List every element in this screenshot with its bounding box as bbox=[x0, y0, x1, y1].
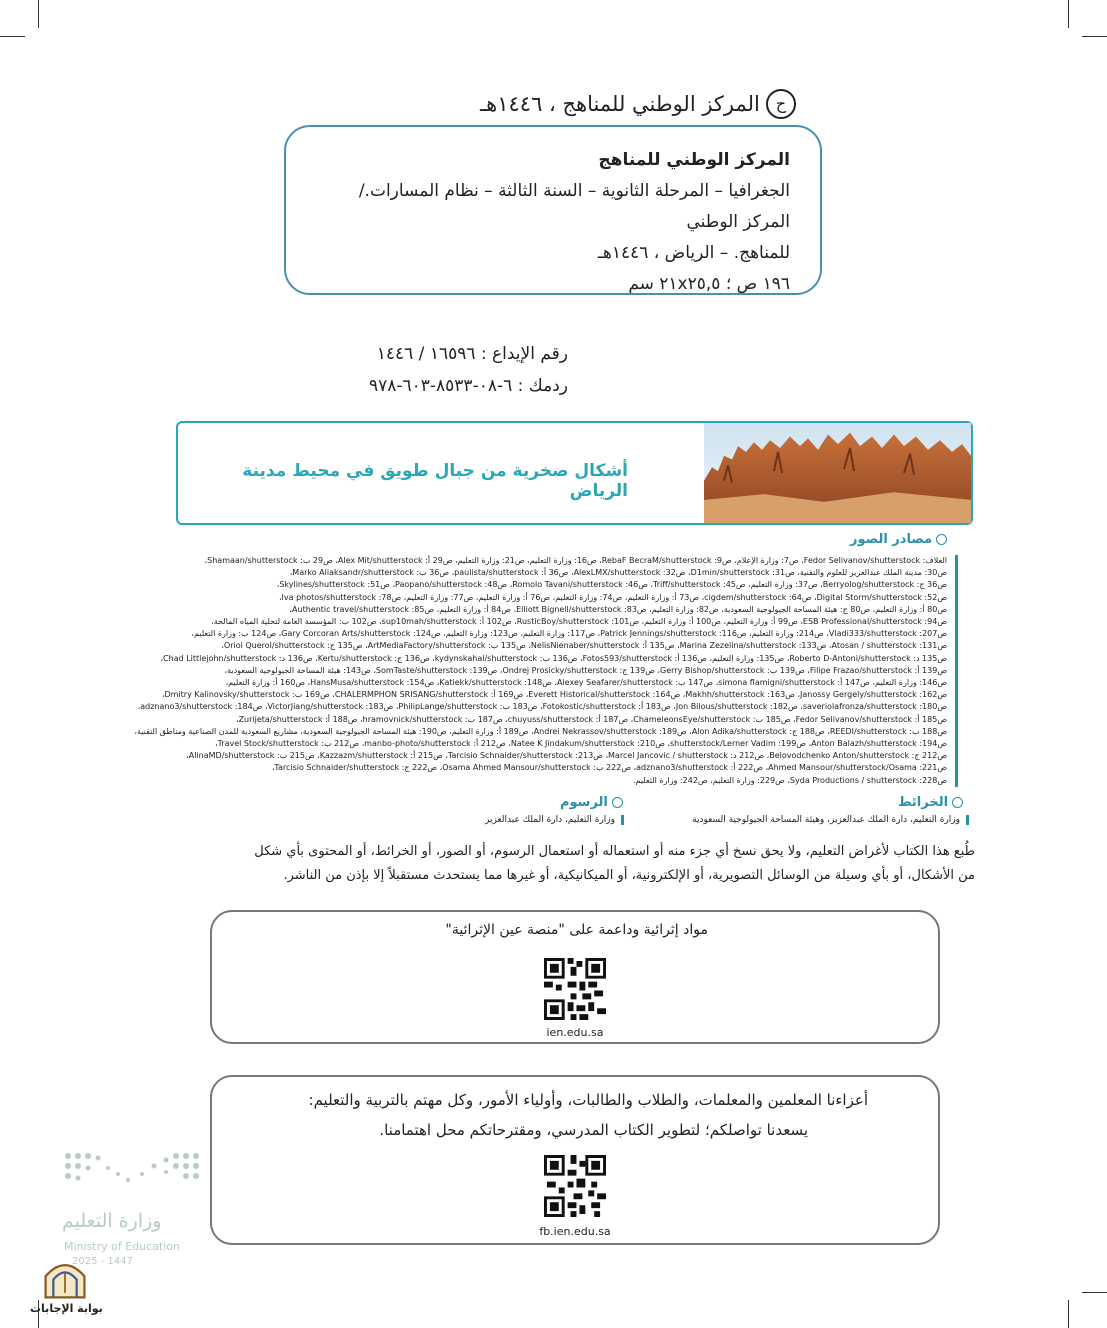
section-bullet-icon bbox=[952, 797, 963, 808]
drawings-credit: وزارة التعليم، دارة الملك عبدالعزيز bbox=[455, 815, 624, 825]
crop-mark bbox=[1082, 36, 1107, 37]
catalog-author: المركز الوطني للمناهج bbox=[598, 150, 790, 170]
section-bullet-icon bbox=[936, 534, 947, 545]
credit-line: ص212 ج: Belovodchenko Anton/shutterstock، ص212 د: Marcel Jancovic / shutterstock، ص213: Tarcisio Schnaider/shutterstock، ص215 أ: Kazzazm/shutterstock، ص215 ب: AlinaMD/shutterstock، bbox=[186, 751, 947, 761]
cover-photo-banner bbox=[176, 421, 973, 525]
credit-line: ص146: وزارة التعليم، ص147 أ: simona flamigni/shutterstock، ص147 ب: Alexey Seafarer/shutterstock، ص148: Katiekk/shutterstock، ص154: HansMusa/shutterstock، ص160 أ: وزارة التعليم، bbox=[225, 678, 947, 688]
ministry-years: 2025 - 1447 bbox=[72, 1256, 133, 1267]
ministry-english-name: Ministry of Education bbox=[64, 1240, 181, 1253]
crop-mark bbox=[1068, 0, 1069, 28]
credit-line: ص221: Ahmed Mansour/shutterstock/Osama، ص222 أ: adznano3/shutterstock، ص222 ب: Osama Ahmed Mansour/shutterstock، ص222 ج: Tarcisio Schnaider/shutterstock، bbox=[271, 763, 947, 773]
credit-line: ص80 أ: وزارة التعليم، ص80 ج: هيئة المساحة الجيولوجية السعودية، ص82: وزارة التعليم، ص83: Elliott Bignell/shutterstock، ص84 أ: وزارة التعليم، ص85: Authentic travel/shutterstock، bbox=[289, 604, 947, 614]
credit-line: ص185 أ: Fedor Selivanov/shutterstock، ص185 ب: ChameleonsEye/shutterstock، ص187 أ: chuyuss/shutterstock، ص187 ب: hramovnick/shutterstock، ص188 أ: Zurijeta/shutterstock، bbox=[235, 714, 947, 724]
feedback-box bbox=[210, 1075, 940, 1245]
copyright-line bbox=[480, 84, 810, 124]
catalog-physical: ١٩٦ ص ؛ ٢١x٢٥,٥ سم bbox=[628, 274, 790, 294]
rights-notice bbox=[180, 840, 975, 888]
credit-line: ص30: مدينة الملك عبدالعزيز للعلوم والتقنية، ص31: D1min/shutterstock، ص32: AlexLMX/shutterstock، ص36 أ: paulista/shutterstock، ص36 ب: Marko Aliaksandr/shutterstock، bbox=[289, 568, 947, 578]
copyright-text: المركز الوطني للمناهج ، ١٤٤٦هـ bbox=[480, 92, 760, 116]
credit-line: ص194: Anton Balazh/shutterstock، ص199: shutterstock/Lerner Vadim، ص210: Natee K Jindakum/shutterstock، ص212 أ: manbo-photo/shutterstock، ص212 ب: Travel Stock/shutterstock، bbox=[215, 739, 947, 749]
crop-mark bbox=[1068, 1300, 1069, 1328]
answers-gate-logo-icon bbox=[40, 1256, 90, 1302]
tuwaiq-rock-photo bbox=[704, 423, 971, 523]
photo-credits bbox=[134, 555, 958, 787]
credit-line: ص188 ب: REEDI/shutterstock، ص188 ج: Alon Adika/shutterstock، ص189: Andrei Nekrassov/shutterstock، ص189 أ: وزارة التعليم، ص190: هيئة المساحة الجيولوجية السعودية، مشاريع السعودية للمدن الصناعية ومناطق التقنية، bbox=[134, 726, 947, 736]
banner-caption: أشكال صخرية من جبال طويق في محيط مدينة الرياض bbox=[242, 461, 628, 501]
deposit-info bbox=[300, 338, 568, 402]
drawings-heading bbox=[560, 795, 623, 810]
credit-line: ص228: Syda Productions / shutterstock، ص229: وزارة التعليم، ص242: وزارة التعليم. bbox=[633, 775, 947, 785]
crop-mark bbox=[0, 36, 25, 37]
deposit-number: رقم الإيداع : ١٦٥٩٦ / ١٤٤٦ bbox=[376, 344, 568, 364]
credit-line: ص94: ESB Professional/shutterstock، ص99 أ: وزارة التعليم، ص100 أ: وزارة التعليم، ص101: RusticBoy/shutterstock، ص102 أ: sup10mah/shutterstock، ص102 ب: المؤسسة العامة لتحلية المياه المالحة، bbox=[211, 617, 947, 627]
maps-heading bbox=[898, 795, 963, 810]
maps-credit: وزارة التعليم، دارة الملك عبدالعزيز، وهيئة المساحة الجيولوجية السعودية bbox=[660, 815, 969, 825]
credit-line: ص36 ج: Berryolog/shutterstock، ص37: وزارة التعليم، ص45: Triff/shutterstock، ص46: Romolo Tavani/shutterstock، ص48: Paopano/shutterstock، ص51: Skylines/shutterstock، bbox=[276, 580, 947, 590]
credit-line: ص135 د: Roberto D-Antoni/shutterstock، ص135: وزارة التعليم، ص136 أ: Fotos593/shutterstock، ص136 ب: kydynskahal/shutterstock، ص136 ج: Kertu/shutterstock، ص136 د: Chad Littlejohn/shutterstock، bbox=[160, 653, 947, 663]
rights-line-1: طُبع هذا الكتاب لأغراض التعليم، ولا يحق نسخ أي جزء منه أو استعماله أو استعمال الرسوم، أو الصور، أو الخرائط، أو المحتوى بأي شكل bbox=[254, 844, 975, 859]
credit-line: ص207: Vladi333/shutterstock، ص214: وزارة التعليم، ص116: Patrick Jennings/shutterstock، ص117: وزارة التعليم، ص123: وزارة التعليم، ص124: Gary Corcoran Arts/shutterstock، ص124 ب: وزارة التعليم، bbox=[191, 629, 947, 639]
ministry-dots-logo-icon bbox=[62, 1150, 202, 1200]
feedback-line-2: يسعدنا تواصلكم؛ لتطوير الكتاب المدرسي، ومقترحاتكم محل اهتمامنا. bbox=[379, 1121, 808, 1139]
section-bullet-icon bbox=[612, 797, 623, 808]
catalog-card bbox=[284, 125, 822, 295]
ien-url[interactable]: ien.edu.sa bbox=[546, 1026, 604, 1039]
credit-line: ص131: Atosan / shutterstock، ص133: Marina Zezelina/shutterstock، ص135 أ: NelisNienaber/shutterstock، ص135 ب: ArtMediaFactory/shutterstock، ص135 ج: Oriol Querol/shutterstock، bbox=[221, 641, 947, 651]
credit-line: ص139 أ: Filipe Frazao/shutterstock، ص139 ب: Gerry Bishop/shutterstock، ص139 ج: Ondrej Prosicky/shutterstock، ص139: SomTaste/shutterstock، ص143: هيئة المساحة الجيولوجية السعودية، bbox=[224, 665, 947, 675]
drawings-label: الرسوم bbox=[560, 795, 608, 810]
answers-gate-label: بوابة الإجابات bbox=[30, 1302, 103, 1315]
feedback-qr-code-icon[interactable] bbox=[544, 1155, 606, 1217]
photo-sources-label: مصادر الصور bbox=[850, 532, 933, 547]
credit-line: ص52: Digital Storm/shutterstock، ص64: cigdem/shutterstock، ص73 أ: وزارة التعليم، ص74: وزارة التعليم، ص76 أ: وزارة التعليم، ص77: وزارة التعليم، ص78: Iva photos/shutterstock، bbox=[278, 592, 947, 602]
ien-box-title: مواد إثرائية وداعمة على "منصة عين الإثرائية" bbox=[445, 922, 708, 938]
feedback-url[interactable]: fb.ien.edu.sa bbox=[539, 1225, 611, 1238]
ien-qr-code-icon[interactable] bbox=[544, 958, 606, 1020]
credit-line: الغلاف: Fedor Selivanov/shutterstock، ص7: وزارة الإعلام، ص9: RebaF BecraM/shutterstock، ص16: وزارة التعليم، ص21: وزارة التعليم، ص29 أ: Alex Mit/shutterstock، ص29 ب: Shamaan/shutterstock، bbox=[204, 556, 947, 565]
crop-mark bbox=[38, 0, 39, 28]
feedback-line-1: أعزاءنا المعلمين والمعلمات، والطلاب والطالبات، وأولياء الأمور، وكل مهتم بالتربية والتعليم: bbox=[308, 1091, 868, 1109]
rights-line-2: من الأشكال، أو بأي وسيلة من الوسائل التصويرية، أو الإلكترونية، أو الميكانيكية، أو غيرها مما يستحدث مستقبلاً إلا بإذن من الناشر. bbox=[283, 868, 975, 883]
catalog-title: الجغرافيا – المرحلة الثانوية – السنة الثالثة – نظام المسارات./ المركز الوطني bbox=[358, 181, 790, 232]
crop-mark bbox=[1082, 1292, 1107, 1293]
catalog-publisher: للمناهج. – الرياض ، ١٤٤٦هـ bbox=[597, 243, 790, 263]
maps-label: الخرائط bbox=[898, 795, 949, 810]
copyright-symbol: ح bbox=[766, 89, 796, 119]
ien-platform-box bbox=[210, 910, 940, 1044]
ministry-arabic-name: وزارة التعليم bbox=[62, 1210, 162, 1232]
credit-line: ص162: Janossy Gergely/shutterstock، ص163: Makhh/shutterstock، ص164: Everett Historical/shutterstock، ص169 أ: CHALERMPHON SRISANG/shutterstock، ص169 ب: Dmitry Kalinovsky/shutterstock، bbox=[161, 690, 947, 700]
photo-sources-heading bbox=[850, 532, 947, 547]
isbn: ردمك : ٦-٠٨-٨٥٣٣-٦٠٣-٩٧٨ bbox=[368, 376, 568, 396]
credit-line: ص180: saveriolafronza/shutterstock، ص182: Jon Bilous/shutterstock، ص183 أ: Fotokostic/shutterstock، ص183 ب: PhilipLange/shutterstock، ص183: VictorJiang/shutterstock، ص184: adznano3/shutterstock، bbox=[137, 702, 947, 712]
